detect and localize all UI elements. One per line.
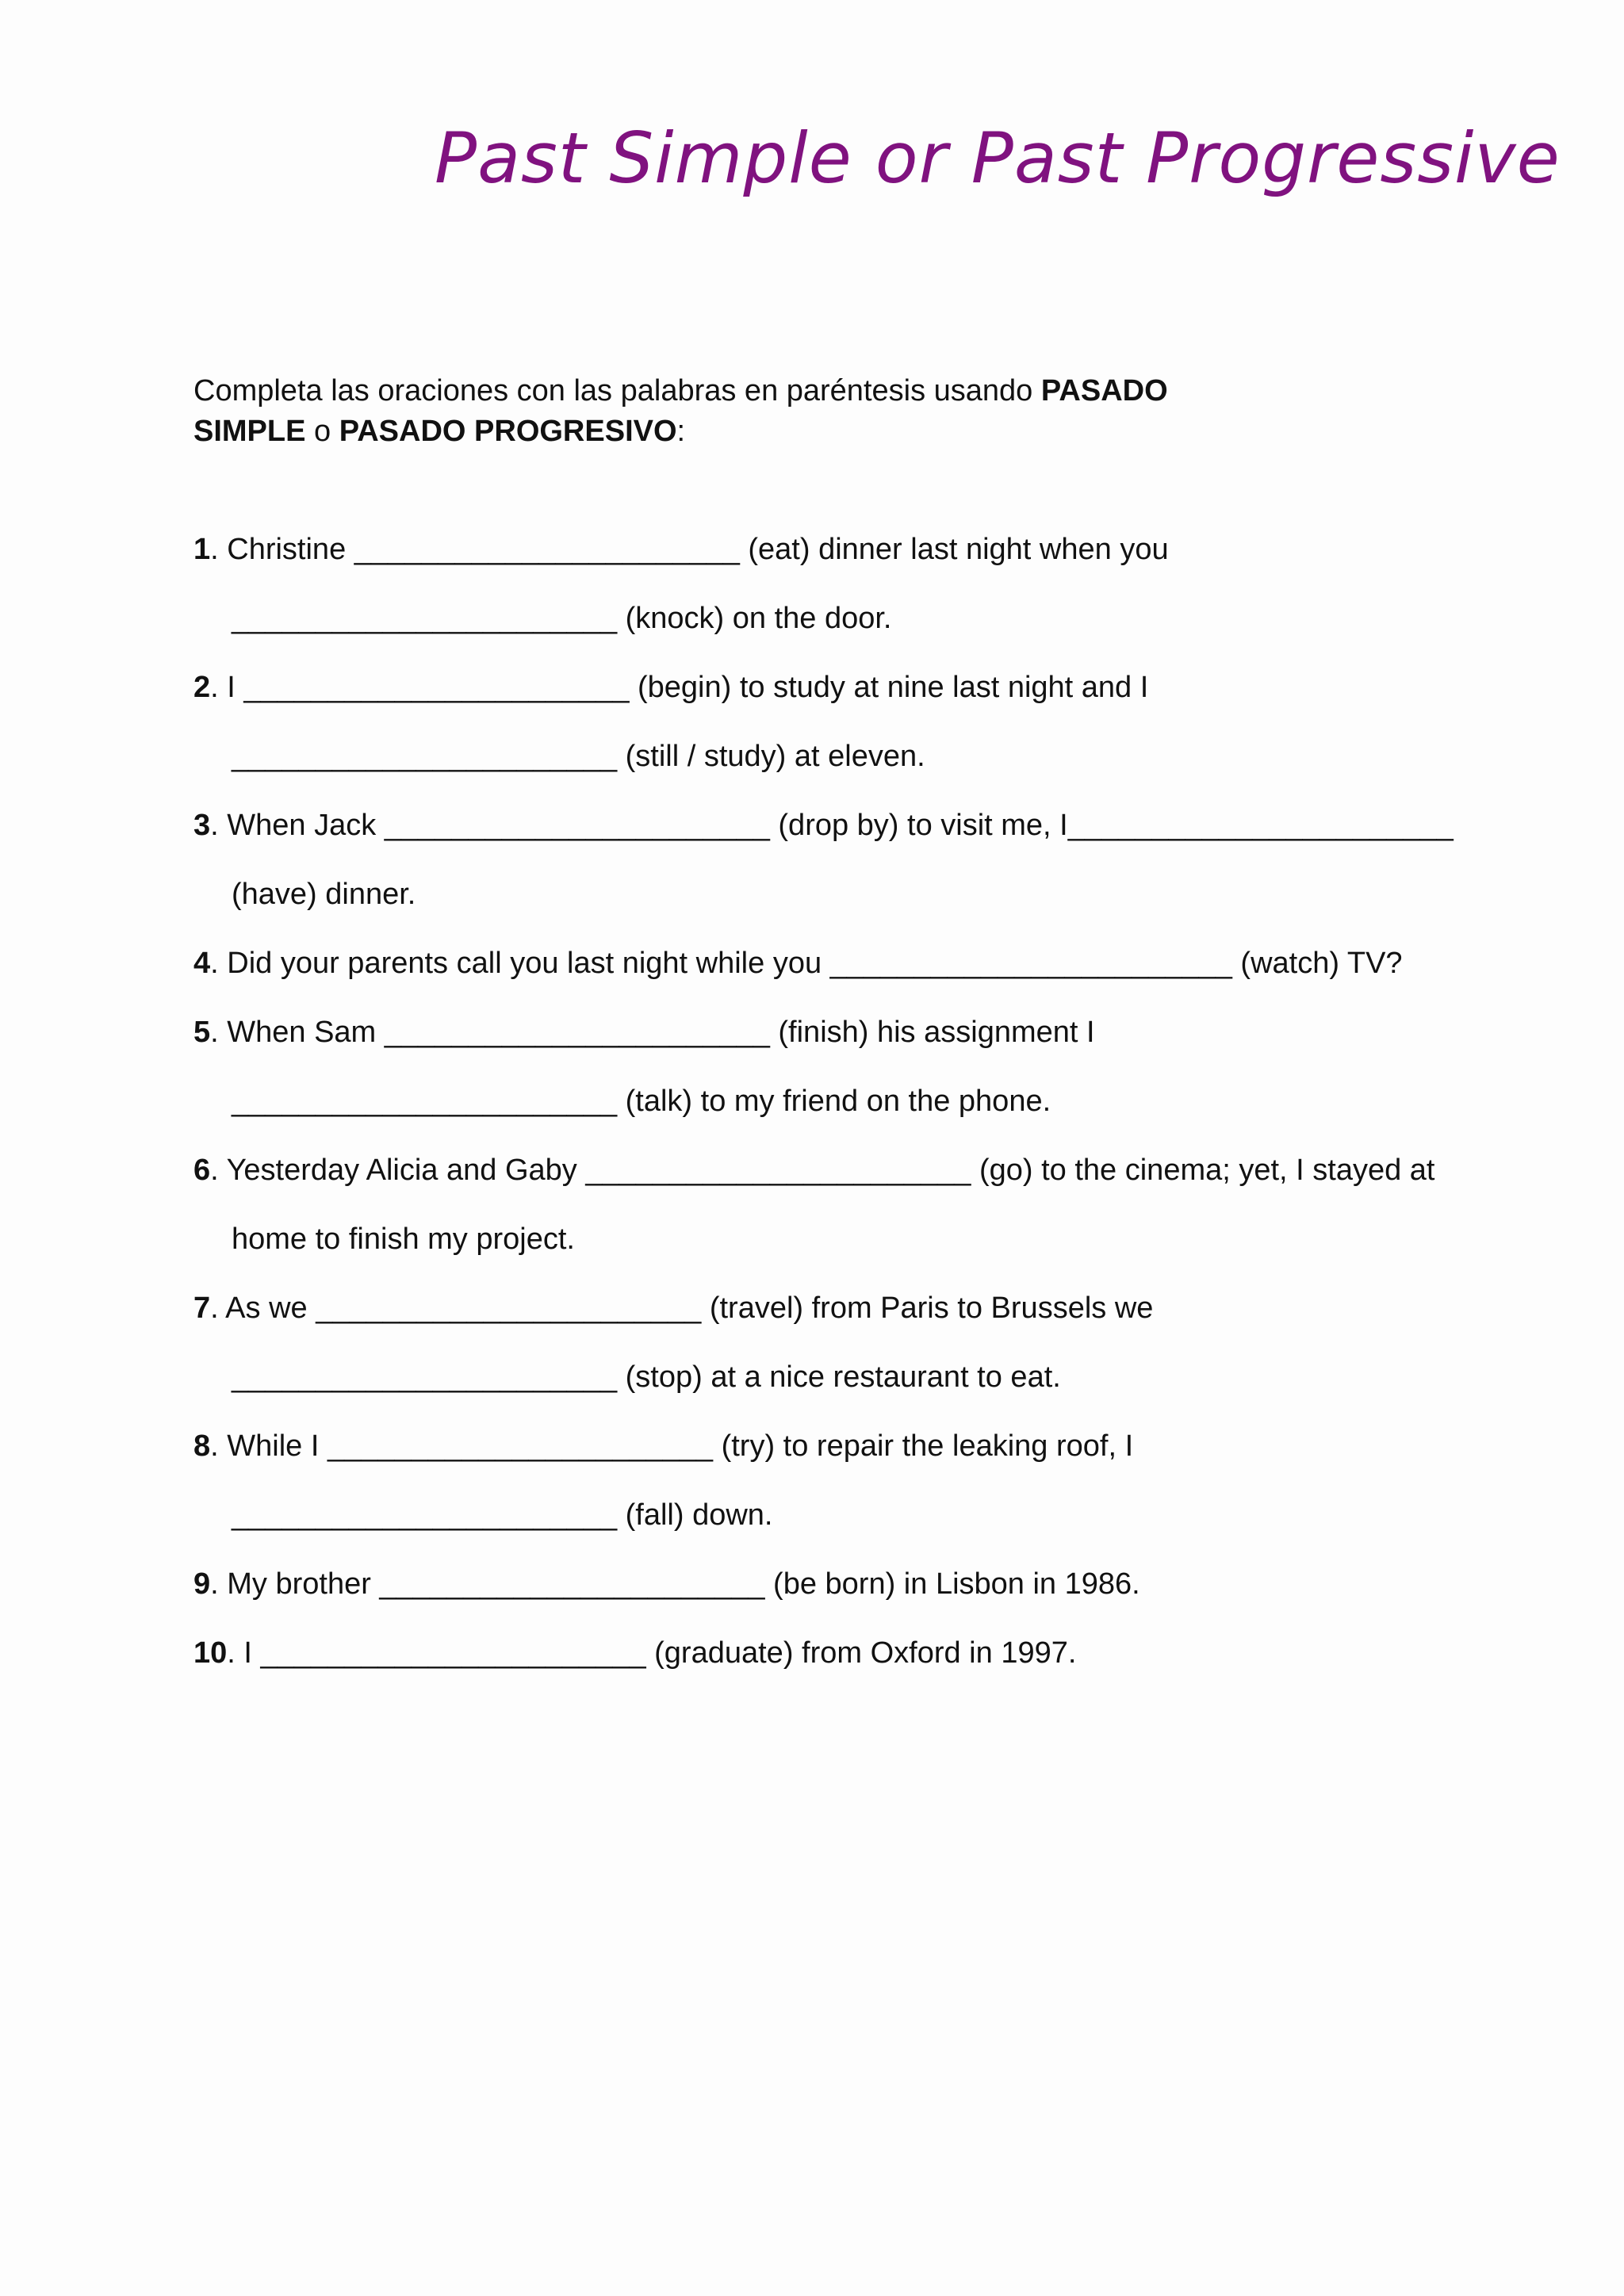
exercise-line	[193, 1426, 1462, 1495]
exercise-line-continued	[193, 599, 1462, 668]
exercise-number: 8	[193, 1429, 211, 1463]
exercise-line	[193, 1150, 1462, 1219]
exercise-line-continued	[193, 1081, 1462, 1150]
exercise-line	[193, 668, 1462, 737]
exercise-line-continued	[193, 1495, 1462, 1564]
exercise-line-continued	[193, 737, 1462, 806]
exercise-number: 1	[193, 533, 211, 566]
instructions-conjunction: o	[305, 415, 339, 448]
exercise-number: 2	[193, 671, 211, 704]
exercise-text: . I _______________________ (begin) to study at nine last night and I	[210, 671, 1149, 704]
exercise-line-continued	[193, 874, 1462, 943]
exercise-line	[193, 1633, 1462, 1702]
exercise-text: . While I _______________________ (try) to repair the leaking roof, I	[210, 1429, 1134, 1463]
exercise-text: . When Jack _______________________ (drop by) to visit me, I_______________________	[210, 809, 1454, 842]
exercise-text: home to finish my project.	[232, 1223, 575, 1256]
exercise-number: 5	[193, 1016, 211, 1049]
exercise-text: . I _______________________ (graduate) from Oxford in 1997.	[227, 1636, 1077, 1670]
exercise-list	[193, 530, 1462, 1702]
instructions-bold-pasado: PASADO	[1040, 374, 1168, 408]
exercise-text: . Did your parents call you last night while you ________________________ (watch) TV?	[210, 947, 1403, 980]
instructions-colon: :	[676, 415, 686, 448]
instructions-bold-simple: SIMPLE	[193, 415, 306, 448]
exercise-line-continued	[193, 1357, 1462, 1426]
exercise-text: _______________________ (fall) down.	[232, 1498, 773, 1532]
instructions-bold-progresivo: PASADO PROGRESIVO	[339, 415, 677, 448]
exercise-number: 3	[193, 809, 211, 842]
exercise-line	[193, 806, 1462, 874]
exercise-text: _______________________ (talk) to my friend on the phone.	[232, 1085, 1051, 1118]
exercise-number: 4	[193, 947, 211, 980]
exercise-text: . Yesterday Alicia and Gaby _______________________ (go) to the cinema; yet, I stayed at	[210, 1154, 1435, 1187]
exercise-line	[193, 1012, 1462, 1081]
exercise-text: _______________________ (still / study) at eleven.	[232, 740, 925, 773]
exercise-number: 10	[193, 1636, 228, 1670]
exercise-text: . When Sam _______________________ (finish) his assignment I	[210, 1016, 1095, 1049]
exercise-line	[193, 943, 1462, 1012]
exercise-number: 9	[193, 1567, 211, 1601]
instructions-text: Completa las oraciones con las palabras en paréntesis usando	[193, 374, 1041, 408]
exercise-line	[193, 1564, 1462, 1633]
exercise-line-continued	[193, 1219, 1462, 1288]
exercise-text: . As we _______________________ (travel) from Paris to Brussels we	[210, 1292, 1154, 1325]
exercise-text: (have) dinner.	[232, 878, 416, 911]
exercise-line	[193, 1288, 1462, 1357]
exercise-number: 6	[193, 1154, 211, 1187]
exercise-text: _______________________ (stop) at a nice restaurant to eat.	[232, 1360, 1061, 1394]
worksheet-title: Past Simple or Past Progressive	[435, 117, 1561, 199]
exercise-text: _______________________ (knock) on the door.	[232, 602, 892, 635]
instructions	[193, 371, 1224, 452]
exercise-text: . My brother _______________________ (be born) in Lisbon in 1986.	[210, 1567, 1140, 1601]
exercise-text: . Christine _______________________ (eat) dinner last night when you	[210, 533, 1169, 566]
exercise-number: 7	[193, 1292, 211, 1325]
exercise-line	[193, 530, 1462, 599]
